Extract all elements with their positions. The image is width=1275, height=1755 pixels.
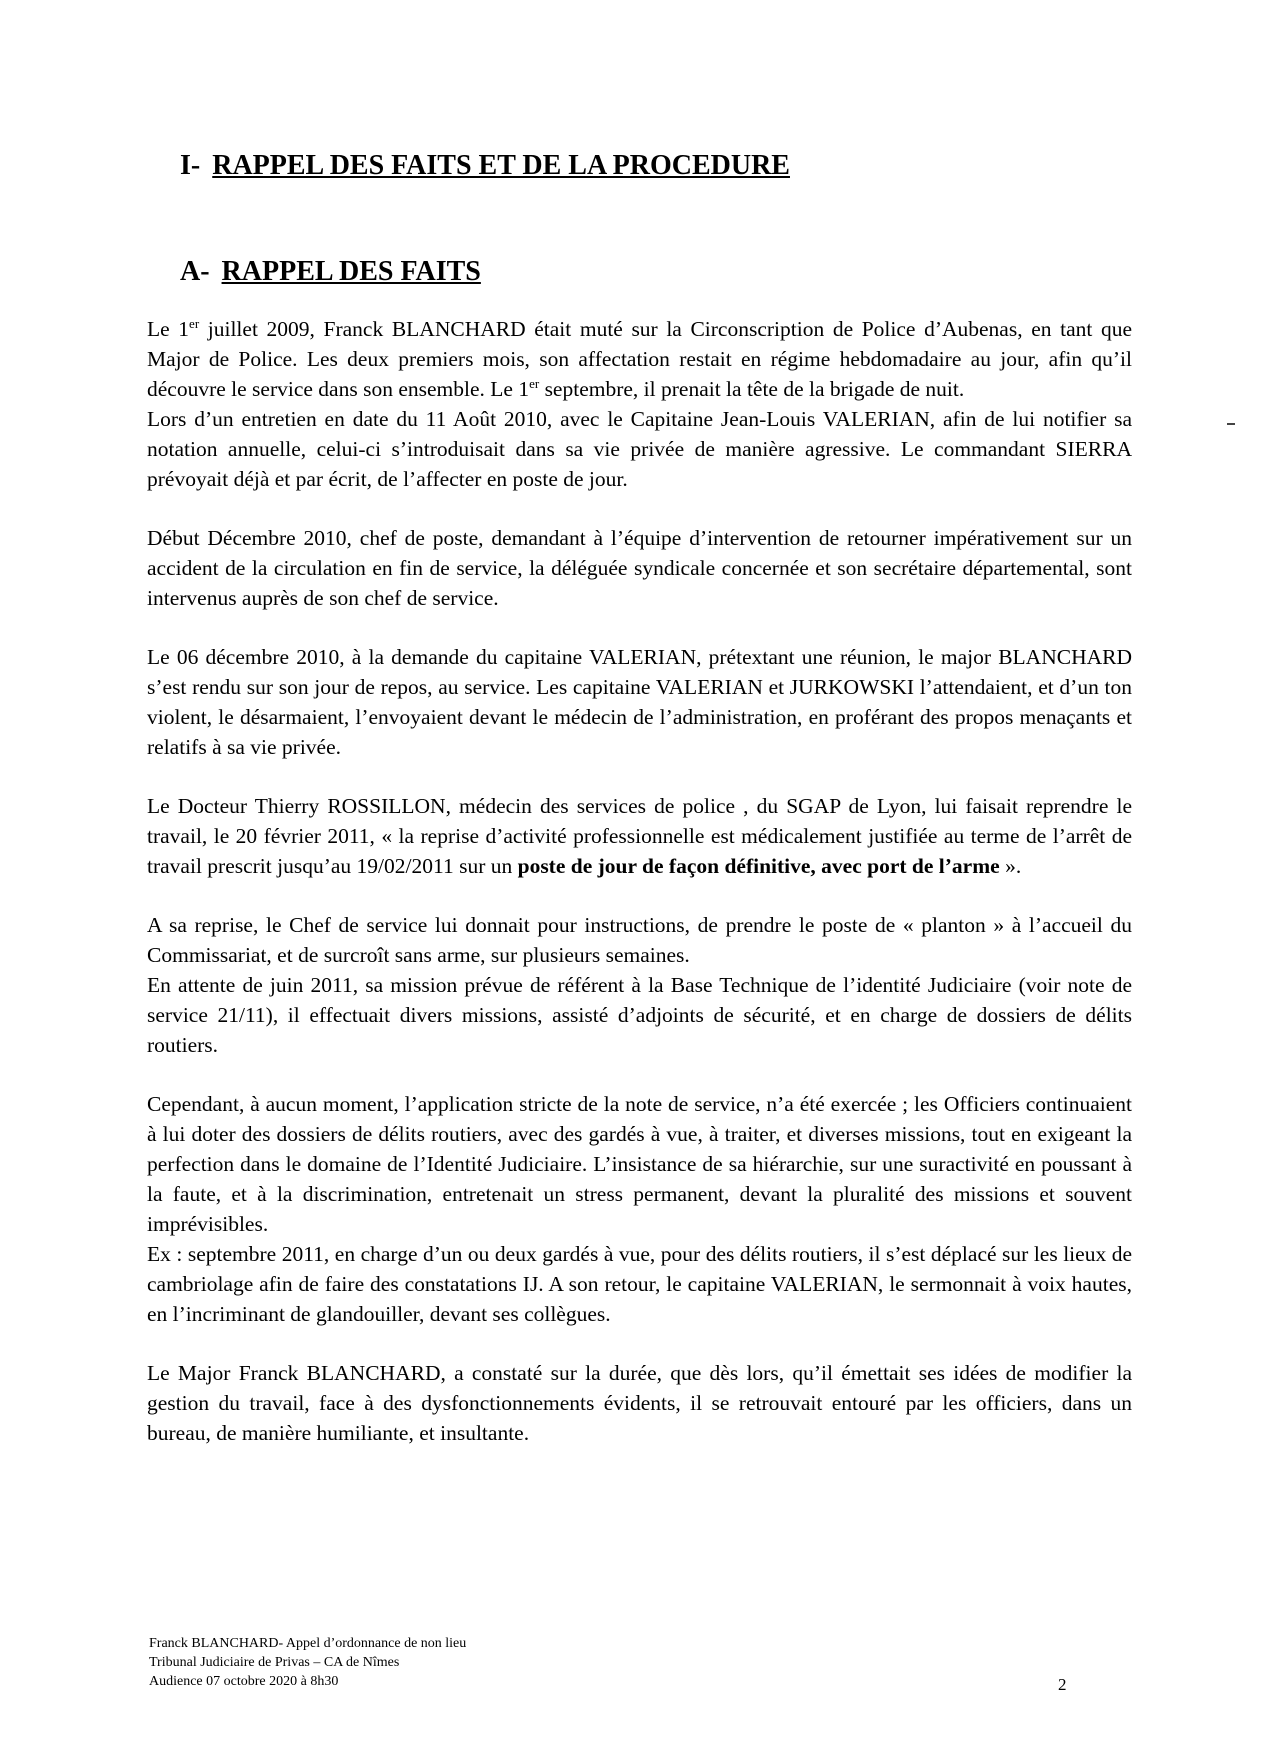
section-number: I- [180,150,201,181]
paragraph: En attente de juin 2011, sa mission prévue de référent à la Base Technique de l’identité Judiciaire (voir note de service 21/11), il effectuait divers missions, assisté d’adjoints de sécurité, et en charge de dossiers de délits routiers. [147,973,1132,1057]
bold-quote: poste de jour de façon définitive, avec port de l’arme [517,854,1000,878]
page-footer [149,1634,466,1691]
paragraph: Cependant, à aucun moment, l’application stricte de la note de service, n’a été exercée ; les Officiers continuaient à lui doter des dossiers de délits routiers, avec des gardés à vue, à traiter, et diverses missions, tout en exigeant la perfection dans le domaine de l’Identité Judiciaire. L’insistance de sa hiérarchie, sur une suractivité en poussant à la faute, et à la discrimination, entretenait un stress permanent, devant la pluralité des missions et souvent imprévisibles. [147,1092,1132,1236]
subsection-title: RAPPEL DES FAITS [221,256,481,287]
paragraph: Début Décembre 2010, chef de poste, demandant à l’équipe d’intervention de retourner impérativement sur un accident de la circulation en fin de service, la déléguée syndicale concernée et son secrétaire départemental, sont intervenus auprès de son chef de service. [147,526,1132,610]
body-text [147,314,1132,1477]
footer-line: Tribunal Judiciaire de Privas – CA de Nîmes [149,1655,400,1670]
paragraph: Lors d’un entretien en date du 11 Août 2010, avec le Capitaine Jean-Louis VALERIAN, afin de lui notifier sa notation annuelle, celui-ci s’introduisait dans sa vie privée de manière agressive. Le commandant SIERRA prévoyait déjà et par écrit, de l’affecter en poste de jour. [147,407,1132,491]
margin-mark [1227,423,1235,425]
paragraph: Le 06 décembre 2010, à la demande du capitaine VALERIAN, prétextant une réunion, le major BLANCHARD s’est rendu sur son jour de repos, au service. Les capitaine VALERIAN et JURKOWSKI l’attendaient, et d’un ton violent, le désarmaient, l’envoyaient devant le médecin de l’administration, en proférant des propos menaçants et relatifs à sa vie privée. [147,645,1132,759]
page-number: 2 [1058,1675,1067,1694]
section-heading [180,150,790,182]
paragraph: Le 1er juillet 2009, Franck BLANCHARD était muté sur la Circonscription de Police d’Aubenas, en tant que Major de Police. Les deux premiers mois, son affectation restait en régime hebdomadaire au jour, afin qu’il découvre le service dans son ensemble. Le 1er septembre, il prenait la tête de la brigade de nuit. [147,315,1132,401]
paragraph: Ex : septembre 2011, en charge d’un ou deux gardés à vue, pour des délits routiers, il s’est déplacé sur les lieux de cambriolage afin de faire des constatations IJ. A son retour, le capitaine VALERIAN, le sermonnait à voix hautes, en l’incriminant de glandouiller, devant ses collègues. [147,1242,1132,1326]
footer-line: Franck BLANCHARD- Appel d’ordonnance de non lieu [149,1636,467,1651]
paragraph: Le Major Franck BLANCHARD, a constaté sur la durée, que dès lors, qu’il émettait ses idées de modifier la gestion du travail, face à des dysfonctionnements évidents, il se retrouvait entouré par les officiers, dans un bureau, de manière humiliante, et insultante. [147,1361,1132,1445]
footer-line: Audience 07 octobre 2020 à 8h30 [149,1674,339,1689]
subsection-number: A- [180,256,210,287]
paragraph: Le Docteur Thierry ROSSILLON, médecin des services de police , du SGAP de Lyon, lui faisait reprendre le travail, le 20 février 2011, « la reprise d’activité professionnelle est médicalement justifiée au terme de l’arrêt de travail prescrit jusqu’au 19/02/2011 sur un poste de jour de façon définitive, avec port de l’arme ». [147,794,1132,878]
section-title: RAPPEL DES FAITS ET DE LA PROCEDURE [212,150,790,181]
paragraph: A sa reprise, le Chef de service lui donnait pour instructions, de prendre le poste de « planton » à l’accueil du Commissariat, et de surcroît sans arme, sur plusieurs semaines. [147,913,1132,967]
subsection-heading [180,256,481,288]
